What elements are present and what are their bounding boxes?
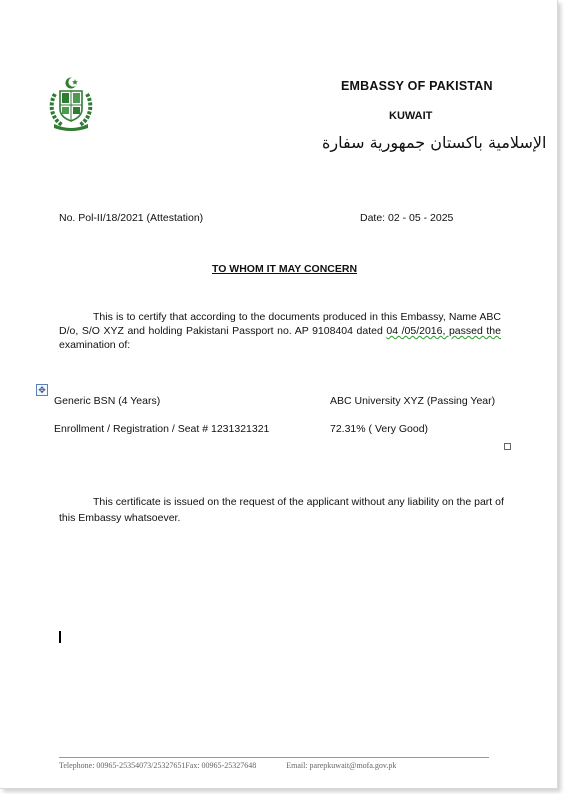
footer-email: Email: parepkuwait@mofa.gov.pk <box>286 761 397 770</box>
text-cursor[interactable] <box>59 631 61 643</box>
state-emblem-icon <box>46 76 96 132</box>
footer-divider <box>59 757 489 758</box>
grammar-marked-text[interactable]: 04 /05/2016, passed the <box>386 325 501 337</box>
footer-contact <box>59 761 396 770</box>
footer-phone-fax: Telephone: 00965-25354073/25327651Fax: 00965-25327648 <box>59 761 257 770</box>
disclaimer-paragraph <box>59 494 509 526</box>
university-name: ABC University XYZ (Passing Year) <box>330 395 496 407</box>
document-date: Date: 02 - 05 - 2025 <box>360 212 454 224</box>
table-resize-handle[interactable] <box>504 443 511 450</box>
embassy-title: EMBASSY OF PAKISTAN <box>341 79 493 93</box>
certification-text-tail: examination of: <box>59 339 131 351</box>
grade-result: 72.31% ( Very Good) <box>330 423 429 435</box>
program-name: Generic BSN (4 Years) <box>54 395 161 407</box>
enrollment-number: Enrollment / Registration / Seat # 1231321321 <box>54 423 270 435</box>
certification-text: This is to certify that according to the documents produced in this Embassy, Name ABC D/o, S/O XYZ and holding Pakistani Passport no. AP 9108404 dated <box>59 311 501 337</box>
table-move-handle-icon[interactable]: ✥ <box>36 384 48 396</box>
certification-paragraph <box>59 310 501 352</box>
embassy-location: KUWAIT <box>389 110 433 122</box>
reference-number: No. Pol-II/18/2021 (Attestation) <box>59 212 204 224</box>
embassy-title-urdu: الإسلامية باكستان جمهورية سفارة <box>322 133 547 152</box>
document-heading: TO WHOM IT MAY CONCERN <box>212 263 358 275</box>
disclaimer-text: This certificate is issued on the request of the applicant without any liability on the part of this Embassy whatsoever. <box>59 496 504 524</box>
